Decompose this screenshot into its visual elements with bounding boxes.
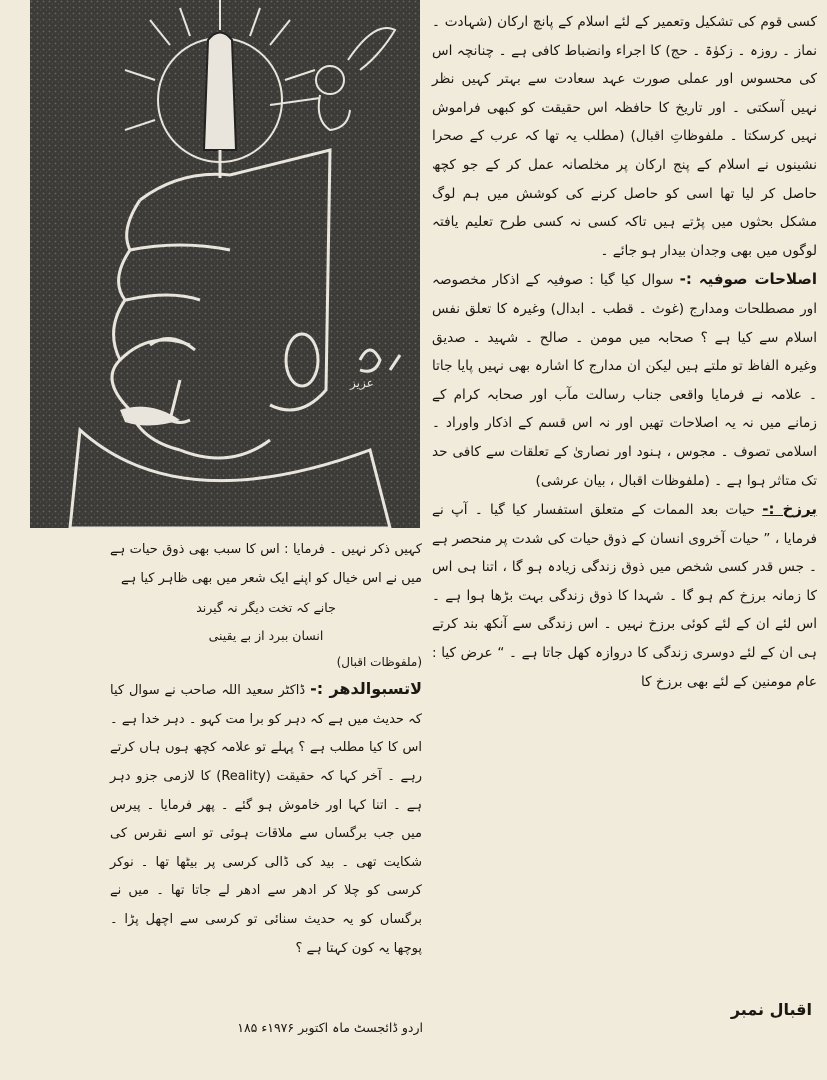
sufia-text: سوال کیا گیا : صوفیہ کے اذکار مخصوصہ اور مصطلحات ومدارج (غوث ۔ قطب ۔ ابدال) وغیرہ کا تعلق نفس اسلام سے کیا ہے ؟ صحابہ میں مومن ۔ صالح ۔ شہید ۔ صدیق وغیرہ الفاظ تو ملتے ہیں لیکن ان مدارج کا اشارہ بھی نہیں پایا جاتا ۔ علامہ نے فرمایا واقعی جناب رسالت مآب اور صحابہ کرام کے زمانے میں نہ یہ اصلاحات تھیں اور نہ اس قسم کے اذکار واوراد ۔ اسلامی تصوف ۔ مجوس ، ہنود اور نصاریٰ کے تعلقات سے کافی حد تک متاثر ہوا ہے ۔ (ملفوظات اقبال ، بیان عرشی): [432, 272, 817, 489]
barzakh-text: حیات بعد الممات کے متعلق استفسار کیا گیا ۔ آپ نے فرمایا ، ” حیات آخروی انسان کے ذوق حیات کی شدت پر منحصر ہے ۔ جس قدر کسی شخص میں ذوق زندگی زیادہ ہو گا ، اتنا ہی اس کا زمانہ برزخ کم ہو گا ۔ شہدا کا ذوق زندگی بہت بڑھا ہوا ہے ۔ اس لئے ان کے لئے کوئی برزخ نہیں ۔ اس زندگی سے آنکھ بند کرتے ہی ان کے لئے دوسری زندگی کا دروازہ کھل جاتا ہے ۔ “ عرض کیا : عام مومنین کے لئے بھی برزخ کا: [432, 502, 817, 690]
portrait-icon: [30, 0, 420, 528]
sufia-heading: اصلاحات صوفیہ :-: [679, 270, 817, 289]
barzakh-heading: برزخ :-: [762, 500, 818, 519]
left-intro-text: کہیں ذکر نہیں ۔ فرمایا : اس کا سبب بھی ذوق حیات ہے میں نے اس خیال کو اپنے ایک شعر میں بھی ظاہر کیا ہے: [110, 542, 422, 586]
intro-text: کسی قوم کی تشکیل وتعمیر کے لئے اسلام کے پانچ ارکان (شہادت ۔ نماز ۔ روزہ ۔ زکوٰۃ ۔ حج) کا اجراء وانضباط کافی ہے ۔ چنانچہ اس کی محسوس اور عملی صورت عہد سعادت سے بہتر کہیں نظر نہیں آسکتی ۔ اور تاریخ کا حافظہ اس حقیقت کو کبھی فراموش نہیں کرسکتا ۔ ملفوظاتِ اقبال) (مطلب یہ تھا کہ عرب کے صحرا نشینوں نے اسلام کے پنج ارکان پر مخلصانہ عمل کر کے جو کچھ حاصل کر لیا تھا اسی کو حاصل کرنے کی کوشش میں ہم لوگ مشکل بحثوں میں پڑتے ہیں تاکہ کسی نہ کسی طرح تعلیم یافتہ لوگوں میں بھی وجدان بیدار ہو جائے ۔: [432, 14, 817, 259]
page-footer-citation: اردو ڈائجسٹ ماہ اکتوبر ۱۹۷۶ء ۱۸۵: [237, 1020, 423, 1035]
verse-line-2: انسان ببرد از بے یقینی: [208, 628, 324, 644]
intro-paragraph: [432, 8, 817, 265]
barzakh-paragraph: [432, 495, 817, 696]
verse-citation: (ملفوظات اقبال): [336, 655, 422, 670]
sufia-paragraph: [432, 265, 817, 495]
dahr-text: ڈاکٹر سعید اللہ صاحب نے سوال کیا کہ حدیث میں ہے کہ دہر کو برا مت کہو ۔ دہر خدا ہے ۔ اس کا کیا مطلب ہے ؟ پہلے تو علامہ کچھ ہوں ہاں کرتے رہے ۔ آخر کہا کہ حقیقت (Reality) کا لازمی جزو دہر ہے ۔ اتنا کہا اور خاموش ہو گئے ۔ پھر فرمایا ۔ پیرس میں جب برگساں سے ملاقات ہوئی تو اسے نقرس کی شکایت تھی ۔ بید کی ڈالی کرسی پر بیٹھا تھا ۔ نوکر کرسی کو چلا کر ادھر سے ادھر لے جاتا تھا ۔ میں نے برگساں کو یہ حدیث سنائی تو کرسی سے اچھل پڑا ۔ پوچھا یہ کون کہتا ہے ؟: [110, 683, 423, 956]
dahr-paragraph: [110, 675, 422, 963]
artist-signature: عزیز: [350, 376, 374, 390]
magazine-brand: اقبال نمبر: [730, 1000, 812, 1019]
verse-line-1: جانے کہ تخت دیگر نہ گیرند: [196, 600, 336, 616]
left-column: [110, 536, 422, 963]
dahr-heading: لاتسبوالدھر :-: [310, 679, 422, 699]
portrait-illustration: [30, 0, 420, 528]
left-intro: [110, 536, 422, 593]
right-column: [432, 8, 817, 696]
